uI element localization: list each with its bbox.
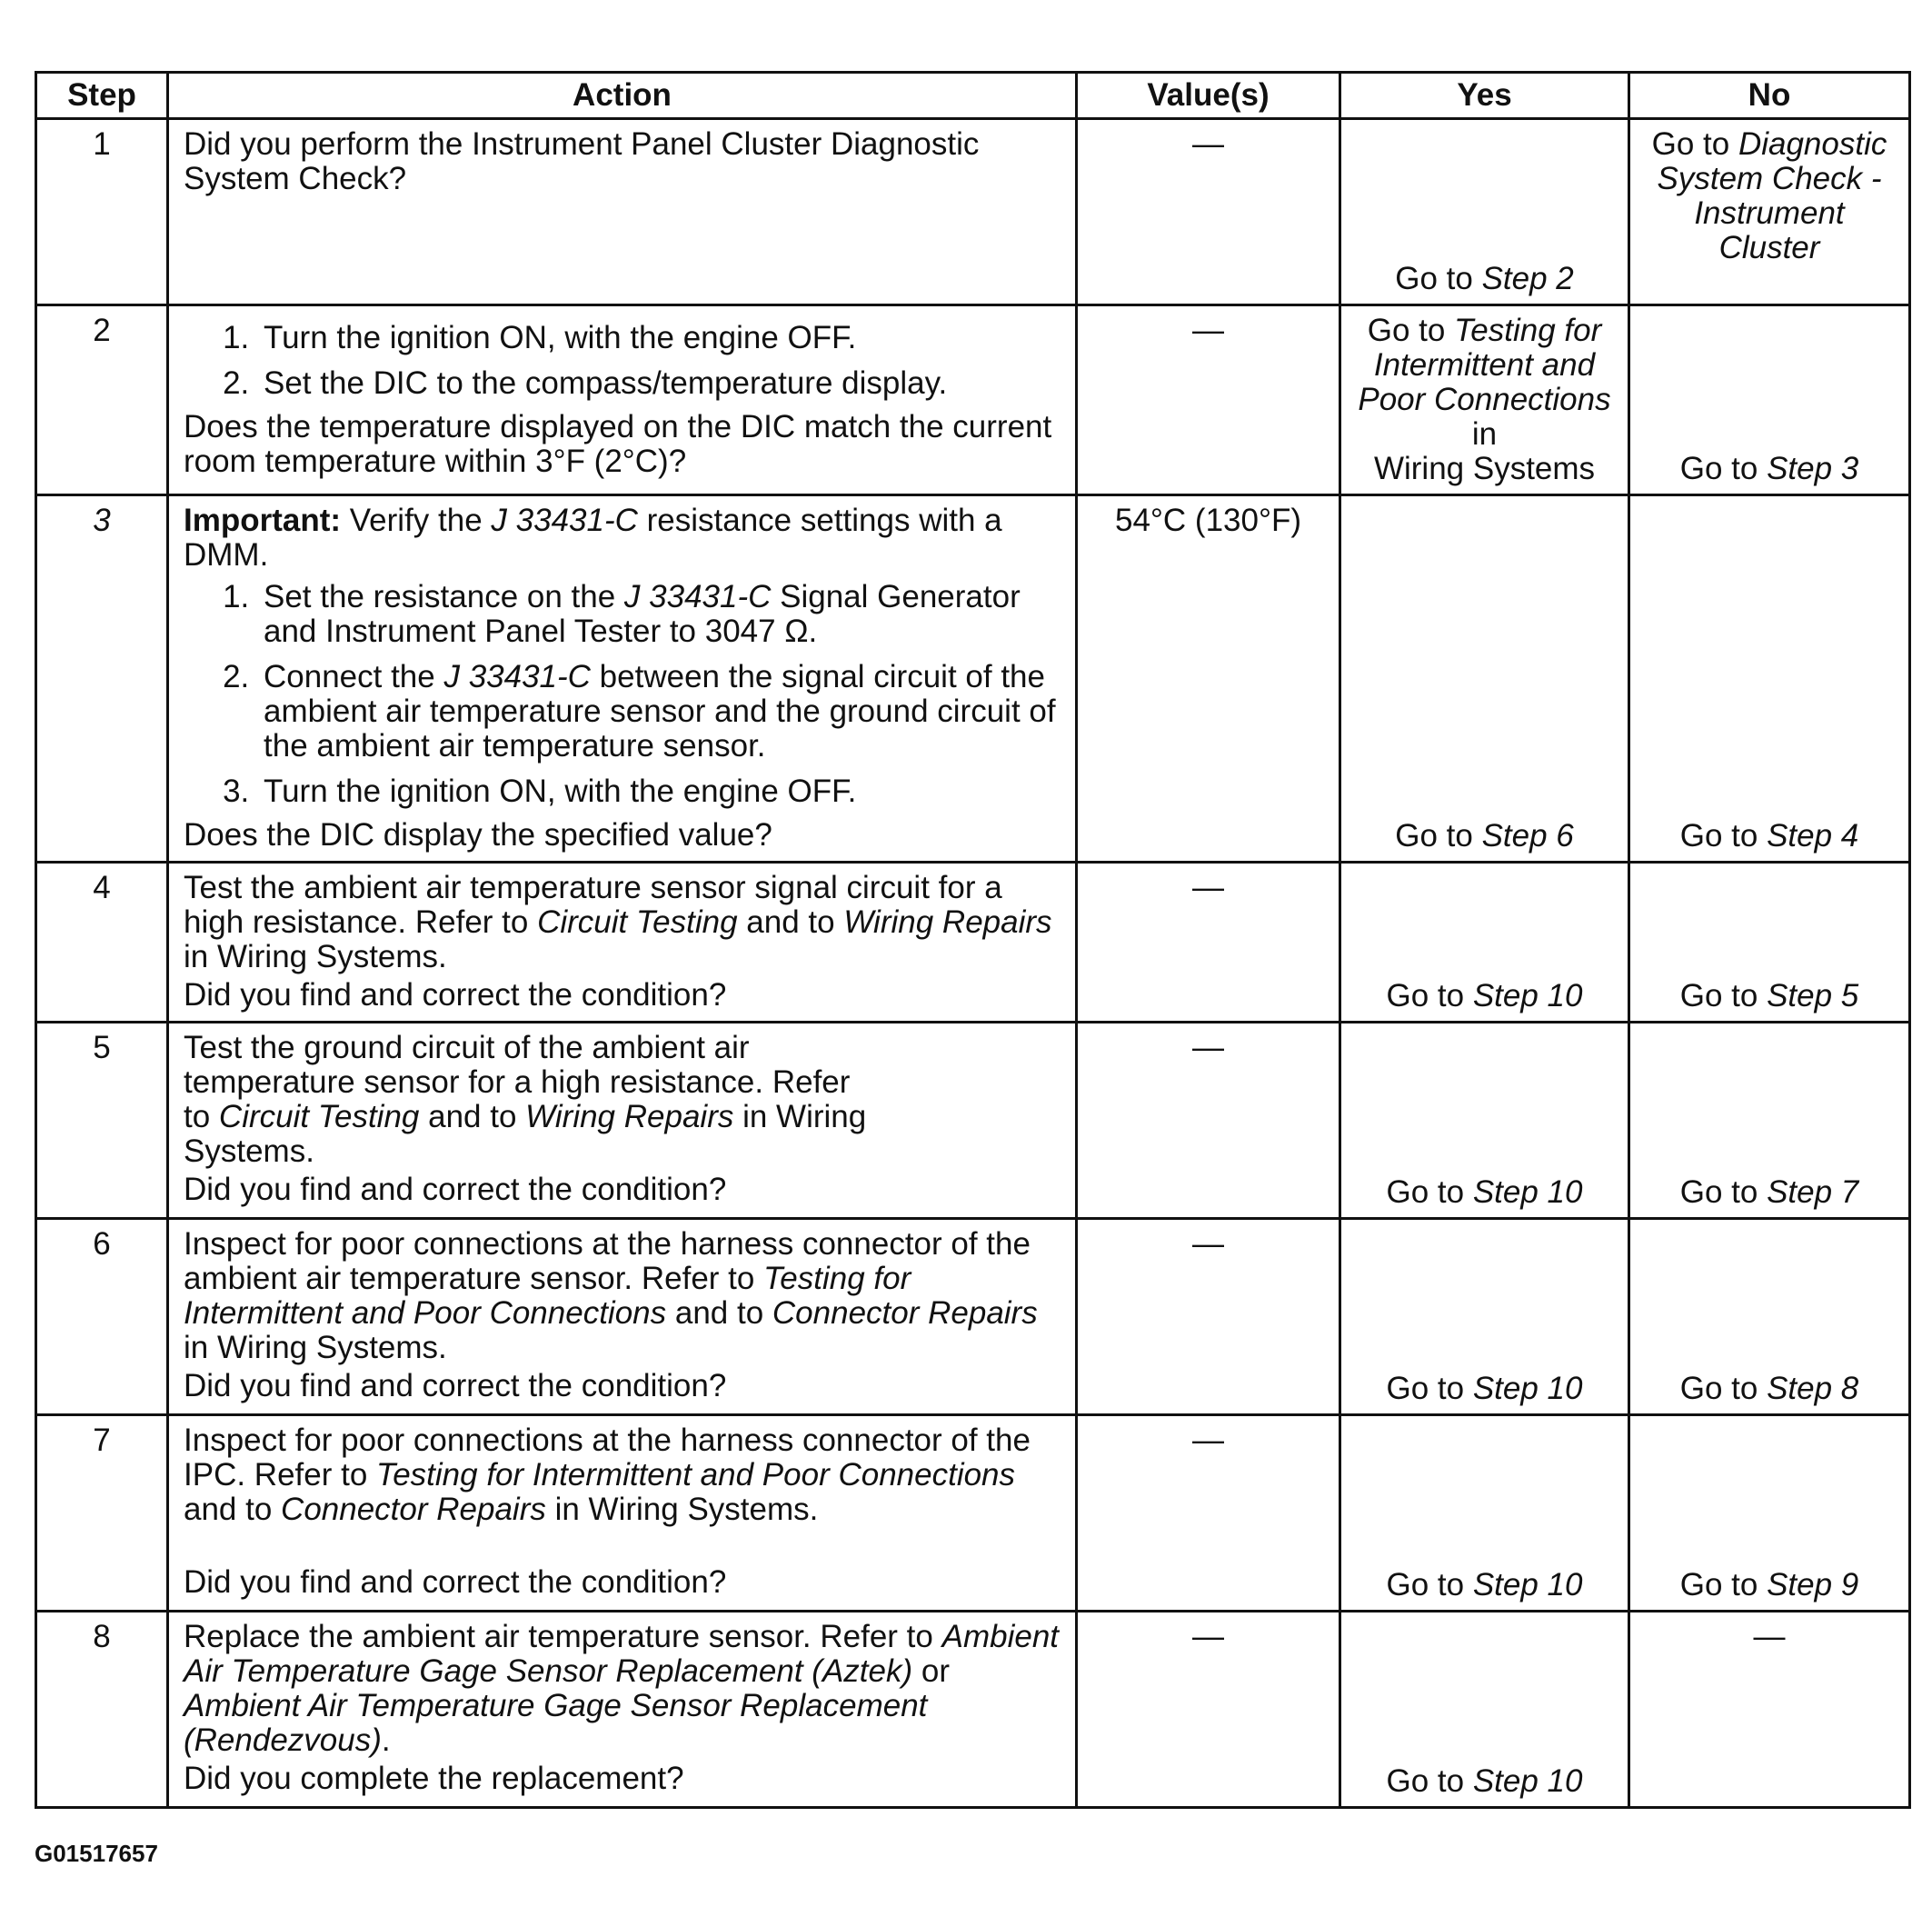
yes-step-link[interactable]: Step 6: [1481, 818, 1574, 854]
no-cell: [1629, 1415, 1910, 1612]
tool-reference: J 33431-C: [443, 659, 591, 694]
yes-step-link[interactable]: Step 10: [1472, 1567, 1583, 1602]
diagnostic-table: [35, 71, 1911, 1809]
action-step: 3. Turn the ignition ON, with the engine OFF.: [258, 774, 1061, 809]
header-values: Value(s): [1077, 73, 1340, 119]
table-row-step-6: [36, 1219, 1910, 1415]
yes-suffix: Wiring Systems: [1373, 451, 1596, 486]
value-cell: —: [1077, 119, 1340, 305]
action-step: 2. Set the DIC to the compass/temperature display.: [258, 366, 1061, 401]
action-question: Did you find and correct the condition?: [184, 1368, 727, 1403]
step-number: 5: [36, 1023, 168, 1219]
step-text: Set the resistance on the: [264, 579, 624, 614]
action-question: Does the DIC display the specified value?: [184, 817, 772, 853]
reference-link[interactable]: Wiring Repairs: [525, 1099, 734, 1134]
action-text: [184, 1031, 1061, 1169]
table-row-step-7: [36, 1415, 1910, 1612]
yes-prefix: Go to: [1386, 1763, 1473, 1799]
action-text-part: Test the ambient air temperature sensor signal circuit for a high resistance. Refer to: [184, 870, 1002, 940]
header-yes: Yes: [1340, 73, 1629, 119]
yes-cell: [1340, 1023, 1629, 1219]
yes-in: in: [1471, 416, 1498, 452]
no-step-link[interactable]: Step 7: [1767, 1174, 1859, 1210]
action-step: 1. Turn the ignition ON, with the engine OFF.: [258, 321, 1061, 355]
action-question: Did you find and correct the condition?: [184, 1172, 727, 1207]
action-steps-list: [184, 580, 1061, 809]
no-step-link[interactable]: Step 8: [1767, 1371, 1859, 1406]
table-row-step-5: [36, 1023, 1910, 1219]
figure-id: G01517657: [35, 1840, 158, 1867]
action-text-part: Inspect for poor connections at the harness connector of the IPC. Refer to: [184, 1423, 1031, 1493]
no-step-link[interactable]: Step 4: [1767, 818, 1859, 854]
tool-reference: J 33431-C: [491, 503, 638, 538]
yes-prefix: Go to: [1386, 978, 1473, 1013]
step-number: 2: [36, 305, 168, 495]
action-cell: [168, 1415, 1077, 1612]
action-cell: [168, 305, 1077, 495]
no-cell: [1629, 119, 1910, 305]
action-step: [258, 660, 1061, 764]
reference-link[interactable]: Ambient Air Temperature Gage Sensor Replacement (Aztek): [184, 1619, 1060, 1689]
action-text-part: and to: [666, 1295, 772, 1331]
action-cell: [168, 863, 1077, 1023]
important-label: Important:: [184, 503, 342, 538]
reference-link[interactable]: Connector Repairs: [772, 1295, 1038, 1331]
step-number: 4: [36, 863, 168, 1023]
no-step-link[interactable]: Step 3: [1767, 451, 1859, 486]
no-reference-link[interactable]: Diagnostic System Check - Instrument Cluster: [1657, 126, 1887, 265]
no-prefix: Go to: [1679, 1174, 1768, 1210]
step-text: between the signal circuit of the ambient air temperature sensor and the ground circuit of the ambient air temperature sensor.: [264, 659, 1056, 764]
action-question: Did you find and correct the condition?: [184, 1564, 727, 1600]
action-cell: [168, 119, 1077, 305]
action-text: Did you perform the Instrument Panel Cluster Diagnostic System Check?: [184, 126, 980, 196]
yes-cell: [1340, 863, 1629, 1023]
tool-reference: J 33431-C: [623, 579, 772, 614]
yes-step-link[interactable]: Step 2: [1481, 261, 1574, 296]
header-row: [36, 73, 1910, 119]
no-prefix: Go to: [1651, 126, 1738, 162]
no-cell: [1629, 1023, 1910, 1219]
no-step-link[interactable]: Step 9: [1767, 1567, 1859, 1602]
value-cell: —: [1077, 1219, 1340, 1415]
yes-cell: [1340, 1219, 1629, 1415]
reference-link[interactable]: Testing for Intermittent and Poor Connections: [376, 1457, 1016, 1493]
action-text: [184, 1227, 1061, 1365]
reference-link[interactable]: Circuit Testing: [218, 1099, 420, 1134]
yes-prefix: Go to: [1367, 313, 1455, 348]
value-cell: 54°C (130°F): [1077, 495, 1340, 863]
yes-cell: [1340, 495, 1629, 863]
yes-prefix: Go to: [1386, 1371, 1473, 1406]
step-number: 8: [36, 1612, 168, 1808]
no-cell: [1629, 863, 1910, 1023]
table-row-step-1: [36, 119, 1910, 305]
spacer: [184, 1527, 1061, 1562]
important-text: resistance settings with a DMM.: [184, 503, 1002, 573]
action-text-part: in Wiring Systems.: [545, 1492, 819, 1527]
yes-cell: [1340, 119, 1629, 305]
reference-link[interactable]: Testing for Intermittent and Poor Connections: [184, 1261, 911, 1331]
table-row-step-3: [36, 495, 1910, 863]
reference-link[interactable]: Circuit Testing: [537, 904, 738, 940]
yes-prefix: Go to: [1386, 1567, 1473, 1602]
action-cell: [168, 1612, 1077, 1808]
yes-step-link[interactable]: Step 10: [1472, 978, 1583, 1013]
no-step-link[interactable]: Step 5: [1767, 978, 1859, 1013]
value-cell: —: [1077, 305, 1340, 495]
step-number: 1: [36, 119, 168, 305]
action-cell: [168, 1023, 1077, 1219]
no-cell: [1629, 305, 1910, 495]
table-row-step-8: [36, 1612, 1910, 1808]
reference-link[interactable]: Connector Repairs: [281, 1492, 546, 1527]
no-prefix: Go to: [1679, 1567, 1768, 1602]
reference-link[interactable]: Wiring Repairs: [843, 904, 1052, 940]
no-cell: [1629, 495, 1910, 863]
yes-step-link[interactable]: Step 10: [1472, 1763, 1583, 1799]
yes-step-link[interactable]: Step 10: [1472, 1174, 1583, 1210]
yes-reference-link[interactable]: Testing for Intermittent and Poor Connections: [1358, 313, 1611, 417]
action-text: [184, 1620, 1061, 1758]
action-text-part: and to: [737, 904, 844, 940]
yes-cell: [1340, 1415, 1629, 1612]
important-text: Verify the: [341, 503, 492, 538]
action-text-part: in Wiring Systems.: [184, 1330, 447, 1365]
no-prefix: Go to: [1679, 1371, 1768, 1406]
action-text-part: .: [381, 1722, 391, 1758]
action-question: Did you complete the replacement?: [184, 1761, 684, 1796]
action-text-part: and to: [419, 1099, 526, 1134]
yes-prefix: Go to: [1386, 1174, 1473, 1210]
value-cell: —: [1077, 1612, 1340, 1808]
action-question: Did you find and correct the condition?: [184, 977, 727, 1013]
action-text-part: Inspect for poor connections at the harness connector of the ambient air temperature sensor. Refer to: [184, 1226, 1031, 1296]
no-prefix: Go to: [1679, 978, 1768, 1013]
yes-prefix: Go to: [1395, 261, 1482, 296]
action-step: [258, 580, 1061, 649]
action-cell: [168, 495, 1077, 863]
step-number: 7: [36, 1415, 168, 1612]
important-note: [184, 504, 1061, 573]
action-text: [184, 871, 1061, 974]
action-text-part: in Wiring Systems.: [184, 1099, 867, 1169]
yes-cell: [1340, 1612, 1629, 1808]
no-cell: —: [1629, 1612, 1910, 1808]
header-action: Action: [168, 73, 1077, 119]
header-step: Step: [36, 73, 168, 119]
action-text-part: and to: [184, 1492, 282, 1527]
no-cell: [1629, 1219, 1910, 1415]
no-prefix: Go to: [1679, 451, 1768, 486]
step-text: Connect the: [264, 659, 444, 694]
reference-link[interactable]: Ambient Air Temperature Gage Sensor Replacement (Rendezvous): [184, 1688, 928, 1758]
action-text-part: Replace the ambient air temperature sensor. Refer to: [184, 1619, 942, 1654]
action-text-part: Test the ground circuit of the ambient air temperature sensor for a high resistance. Refer to: [184, 1030, 851, 1134]
action-text-part: or: [912, 1653, 950, 1689]
value-cell: —: [1077, 863, 1340, 1023]
action-text-part: in Wiring Systems.: [184, 939, 447, 974]
yes-cell: [1340, 305, 1629, 495]
step-text: Signal Generator and Instrument Panel Tester to 3047 Ω.: [264, 579, 1021, 649]
value-cell: —: [1077, 1415, 1340, 1612]
action-text: [184, 1423, 1061, 1527]
step-number: 3: [36, 495, 168, 863]
table-row-step-4: [36, 863, 1910, 1023]
yes-prefix: Go to: [1395, 818, 1482, 854]
action-cell: [168, 1219, 1077, 1415]
action-question: Does the temperature displayed on the DIC match the current room temperature within 3°F (2°C)?: [184, 409, 1052, 479]
no-prefix: Go to: [1679, 818, 1768, 854]
action-steps-list: [184, 321, 1061, 401]
table-row-step-2: [36, 305, 1910, 495]
yes-step-link[interactable]: Step 10: [1472, 1371, 1583, 1406]
step-number: 6: [36, 1219, 168, 1415]
value-cell: —: [1077, 1023, 1340, 1219]
diagnostic-table-container: [35, 71, 1908, 1809]
header-no: No: [1629, 73, 1910, 119]
